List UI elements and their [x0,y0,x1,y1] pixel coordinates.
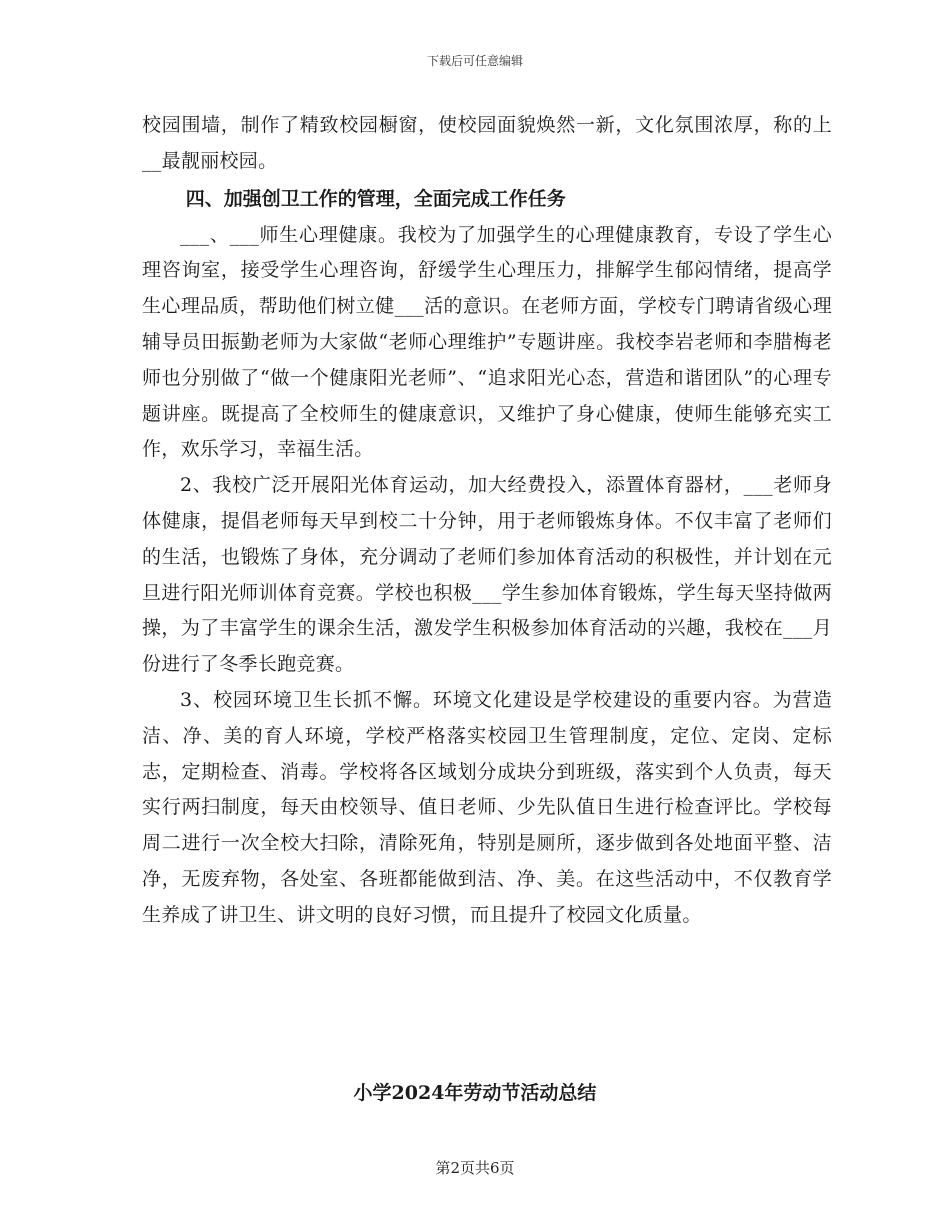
next-document-title: 小学2024年劳动节活动总结 [353,1082,597,1104]
page-header-note: 下载后可任意编辑 [426,54,523,68]
paragraph-environment: 3、校园环境卫生长抓不懈。环境文化建设是学校建设的重要内容。为营造洁、净、美的育人环境，学校严格落实校园卫生管理制度，定位、定岗、定标志，定期检查、消毒。学校将各区域划分成块分到班级，落实到个人负责，每天实行两扫制度，每天由校领导、值日老师、少先队值日生进行检查评比。学校每周二进行一次全校大扫除，清除死角，特别是厕所，逐步做到各处地面平整、洁净，无废弃物，各处室、各班都能做到洁、净、美。在这些活动中，不仅教育学生养成了讲卫生、讲文明的良好习惯，而且提升了校园文化质量。 [142,688,832,926]
page-footer: 第2页共6页 [435,1159,515,1177]
paragraph-mental-health: ___、___师生心理健康。我校为了加强学生的心理健康教育，专设了学生心理咨询室，接受学生心理咨询，舒缓学生心理压力，排解学生郁闷情绪，提高学生心理品质，帮助他们树立健___活的意识。在老师方面，学校专门聘请省级心理辅导员田振勤老师为大家做“老师心理维护”专题讲座。我校李岩老师和李腊梅老师也分别做了“做一个健康阳光老师”、“追求阳光心态，营造和谐团队”的心理专题讲座。既提高了全校师生的健康意识，又维护了身心健康，使师生能够充实工作，欢乐学习，幸福生活。 [142,223,832,461]
paragraph-sports: 2、我校广泛开展阳光体育运动，加大经费投入，添置体育器材，___老师身体健康，提倡老师每天早到校二十分钟，用于老师锻炼身体。不仅丰富了老师们的生活，也锻炼了身体，充分调动了老师们参加体育活动的积极性，并计划在元旦进行阳光师训体育竞赛。学校也积极___学生参加体育锻炼，学生每天坚持做两操，为了丰富学生的课余生活，激发学生积极参加体育活动的兴趣，我校在___月份进行了冬季长跑竞赛。 [142,474,832,676]
document-body [142,108,832,934]
section-heading: 四、加强创卫工作的管理，全面完成工作任务 [185,187,566,210]
paragraph-continuation: 校园围墙，制作了精致校园橱窗，使校园面貌焕然一新，文化氛围浓厚，称的上__最靓丽校园。 [142,114,832,172]
